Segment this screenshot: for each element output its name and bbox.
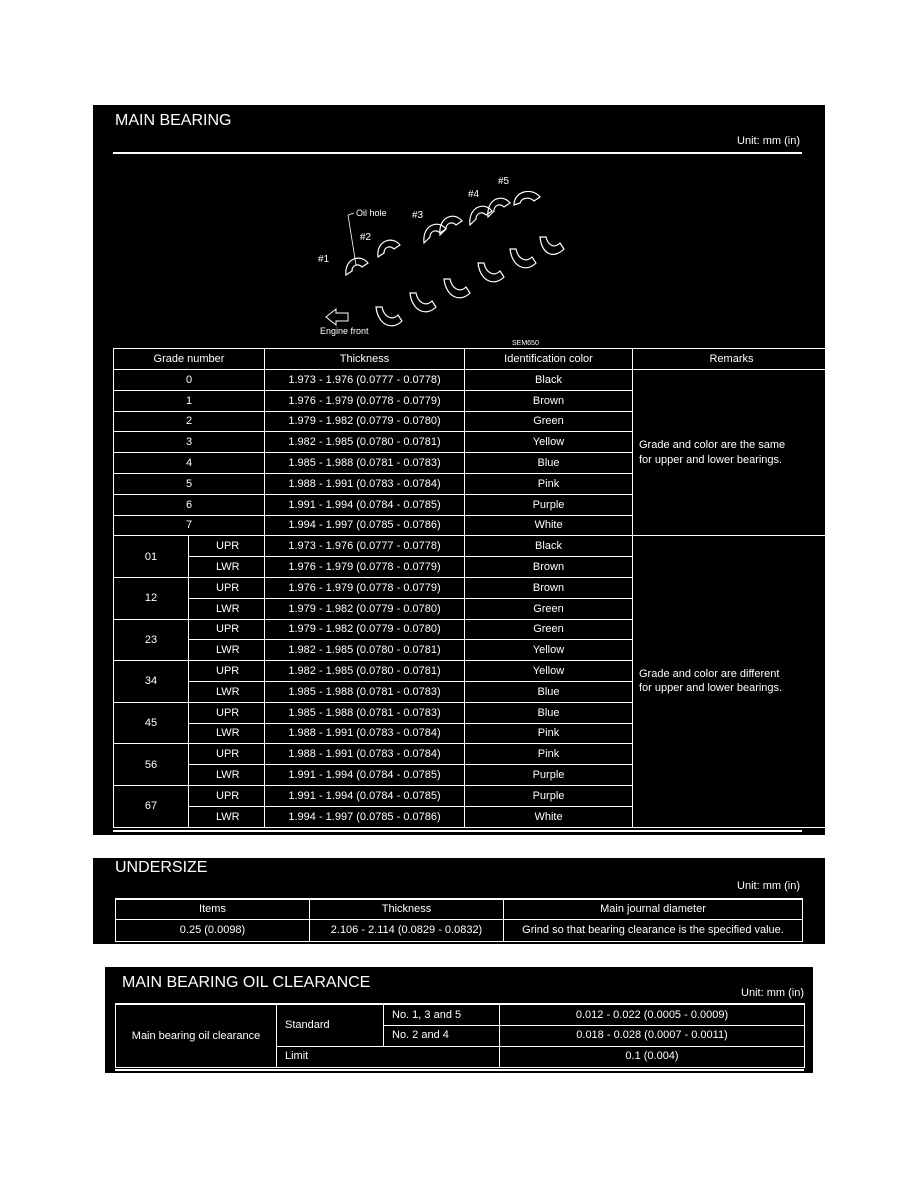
grade-cell: 23	[114, 619, 189, 661]
figure-code: SEM650	[512, 340, 539, 347]
color-cell: Black	[465, 370, 633, 391]
header-color: Identification color	[465, 349, 633, 370]
divider	[115, 1069, 804, 1071]
color-cell: Green	[465, 411, 633, 432]
main-bearing-panel	[93, 105, 825, 835]
bearing-diagram	[318, 167, 588, 347]
thickness-cell: 1.994 - 1.997 (0.0785 - 0.0786)	[265, 515, 465, 536]
position-cell: UPR	[189, 785, 265, 806]
thickness-cell: 1.991 - 1.994 (0.0784 - 0.0785)	[265, 765, 465, 786]
remark-line: for upper and lower bearings.	[639, 453, 783, 466]
thickness-cell: 1.973 - 1.976 (0.0777 - 0.0778)	[265, 370, 465, 391]
grade-cell: 2	[114, 411, 265, 432]
color-cell: Pink	[465, 744, 633, 765]
header-thickness: Thickness	[310, 899, 504, 919]
header-grade: Grade number	[114, 349, 265, 370]
position-cell: LWR	[189, 765, 265, 786]
divider	[113, 830, 802, 832]
color-cell: Pink	[465, 473, 633, 494]
thickness-cell: 1.982 - 1.985 (0.0780 - 0.0781)	[265, 432, 465, 453]
lower-shell-3	[444, 279, 470, 298]
undersize-table	[115, 898, 803, 942]
thickness-cell: 1.979 - 1.982 (0.0779 - 0.0780)	[265, 619, 465, 640]
thickness-cell: 1.979 - 1.982 (0.0779 - 0.0780)	[265, 411, 465, 432]
thickness-cell: 1.994 - 1.997 (0.0785 - 0.0786)	[265, 806, 465, 827]
upper-shell-5	[514, 191, 540, 205]
grade-cell: 56	[114, 744, 189, 786]
thickness-cell: 1.985 - 1.988 (0.0781 - 0.0783)	[265, 453, 465, 474]
thickness-cell: 1.988 - 1.991 (0.0783 - 0.0784)	[265, 723, 465, 744]
position-cell: UPR	[189, 619, 265, 640]
thickness-cell: 1.979 - 1.982 (0.0779 - 0.0780)	[265, 598, 465, 619]
thickness-cell: 1.982 - 1.985 (0.0780 - 0.0781)	[265, 661, 465, 682]
color-cell: White	[465, 515, 633, 536]
thickness-cell: 1.985 - 1.988 (0.0781 - 0.0783)	[265, 702, 465, 723]
position-cell: LWR	[189, 681, 265, 702]
grade-cell: 6	[114, 494, 265, 515]
header-row	[114, 349, 831, 370]
grade-cell: 34	[114, 661, 189, 703]
grade-cell: 3	[114, 432, 265, 453]
label-2: #2	[360, 232, 372, 243]
undersize-panel	[93, 858, 825, 944]
remark-line: Grade and color are the same	[639, 438, 786, 451]
position-cell: LWR	[189, 557, 265, 578]
undersize-diameter: Grind so that bearing clearance is the specified value.	[504, 919, 803, 941]
color-cell: Black	[465, 536, 633, 557]
header-items: Items	[116, 899, 310, 919]
remark-line: for upper and lower bearings.	[639, 682, 783, 695]
undersize-unit: Unit: mm (in)	[737, 880, 800, 892]
limit-value: 0.1 (0.004)	[500, 1046, 805, 1067]
header-journal-diameter: Main journal diameter	[504, 899, 803, 919]
position-cell: UPR	[189, 577, 265, 598]
color-cell: Yellow	[465, 432, 633, 453]
thickness-cell: 1.973 - 1.976 (0.0777 - 0.0778)	[265, 536, 465, 557]
grade-cell: 45	[114, 702, 189, 744]
upper-shells	[346, 191, 540, 275]
label-4: #4	[468, 189, 480, 200]
thickness-cell: 1.976 - 1.979 (0.0778 - 0.0779)	[265, 557, 465, 578]
thickness-cell: 1.991 - 1.994 (0.0784 - 0.0785)	[265, 494, 465, 515]
grade-cell: 0	[114, 370, 265, 391]
grade-cell: 67	[114, 785, 189, 827]
grade-cell: 7	[114, 515, 265, 536]
std-row-label: No. 2 and 4	[384, 1025, 500, 1046]
thickness-cell: 1.991 - 1.994 (0.0784 - 0.0785)	[265, 785, 465, 806]
color-cell: Purple	[465, 785, 633, 806]
engine-front-label: Engine front	[320, 326, 369, 336]
oil-hole-label: Oil hole	[356, 208, 387, 218]
grade-cell: 5	[114, 473, 265, 494]
std-row-value: 0.012 - 0.022 (0.0005 - 0.0009)	[500, 1004, 805, 1025]
color-cell: Brown	[465, 577, 633, 598]
remark-line: Grade and color are different	[639, 667, 780, 680]
lower-shell-6	[540, 237, 564, 254]
undersize-thickness: 2.106 - 2.114 (0.0829 - 0.0832)	[310, 919, 504, 941]
thickness-cell: 1.988 - 1.991 (0.0783 - 0.0784)	[265, 473, 465, 494]
position-cell: LWR	[189, 723, 265, 744]
upper-shell-1	[346, 258, 368, 275]
thickness-cell: 1.982 - 1.985 (0.0780 - 0.0781)	[265, 640, 465, 661]
oil-clearance-item: Main bearing oil clearance	[116, 1004, 277, 1067]
std-row-value: 0.018 - 0.028 (0.0007 - 0.0011)	[500, 1025, 805, 1046]
color-cell: White	[465, 806, 633, 827]
grade-cell: 4	[114, 453, 265, 474]
lower-shell-4	[478, 263, 504, 282]
standard-label: Standard	[277, 1004, 384, 1046]
divider	[113, 152, 802, 154]
upper-shell-4b	[488, 198, 510, 217]
remarks-same	[633, 370, 831, 536]
header-thickness: Thickness	[265, 349, 465, 370]
lower-shell-2	[410, 293, 436, 312]
upper-shell-3a	[424, 224, 446, 243]
std-row-label: No. 1, 3 and 5	[384, 1004, 500, 1025]
oil-hole-leader	[348, 213, 356, 265]
color-cell: Yellow	[465, 640, 633, 661]
thickness-cell: 1.988 - 1.991 (0.0783 - 0.0784)	[265, 744, 465, 765]
color-cell: Brown	[465, 557, 633, 578]
color-cell: Green	[465, 619, 633, 640]
position-cell: LWR	[189, 598, 265, 619]
upper-shell-2	[378, 240, 400, 257]
position-cell: UPR	[189, 744, 265, 765]
color-cell: Blue	[465, 702, 633, 723]
oil-clearance-unit: Unit: mm (in)	[741, 987, 804, 999]
color-cell: Brown	[465, 390, 633, 411]
color-cell: Green	[465, 598, 633, 619]
color-cell: Blue	[465, 453, 633, 474]
color-cell: Yellow	[465, 661, 633, 682]
diff-grade-row	[114, 536, 831, 557]
oil-clearance-table	[115, 1003, 805, 1068]
grade-cell: 12	[114, 577, 189, 619]
lower-shells	[376, 237, 564, 326]
same-grade-row	[114, 370, 831, 391]
lower-shell-5	[510, 249, 536, 268]
grade-cell: 1	[114, 390, 265, 411]
limit-label: Limit	[277, 1046, 500, 1067]
main-bearing-table	[113, 348, 831, 828]
thickness-cell: 1.976 - 1.979 (0.0778 - 0.0779)	[265, 577, 465, 598]
oil-clearance-panel	[105, 967, 813, 1073]
color-cell: Purple	[465, 765, 633, 786]
engine-front-arrow-icon	[326, 309, 348, 325]
main-bearing-title: MAIN BEARING	[115, 112, 232, 129]
position-cell: UPR	[189, 536, 265, 557]
thickness-cell: 1.985 - 1.988 (0.0781 - 0.0783)	[265, 681, 465, 702]
thickness-cell: 1.976 - 1.979 (0.0778 - 0.0779)	[265, 390, 465, 411]
position-cell: UPR	[189, 661, 265, 682]
color-cell: Pink	[465, 723, 633, 744]
header-remarks: Remarks	[633, 349, 831, 370]
lower-shell-1	[376, 307, 402, 326]
main-bearing-unit: Unit: mm (in)	[737, 135, 800, 147]
undersize-title: UNDERSIZE	[115, 859, 208, 876]
label-5: #5	[498, 176, 510, 187]
position-cell: LWR	[189, 806, 265, 827]
remarks-different	[633, 536, 831, 827]
oil-clearance-title: MAIN BEARING OIL CLEARANCE	[122, 974, 371, 991]
grade-cell: 01	[114, 536, 189, 578]
label-1: #1	[318, 254, 330, 265]
color-cell: Blue	[465, 681, 633, 702]
label-3: #3	[412, 210, 424, 221]
position-cell: LWR	[189, 640, 265, 661]
position-cell: UPR	[189, 702, 265, 723]
undersize-item: 0.25 (0.0098)	[116, 919, 310, 941]
color-cell: Purple	[465, 494, 633, 515]
